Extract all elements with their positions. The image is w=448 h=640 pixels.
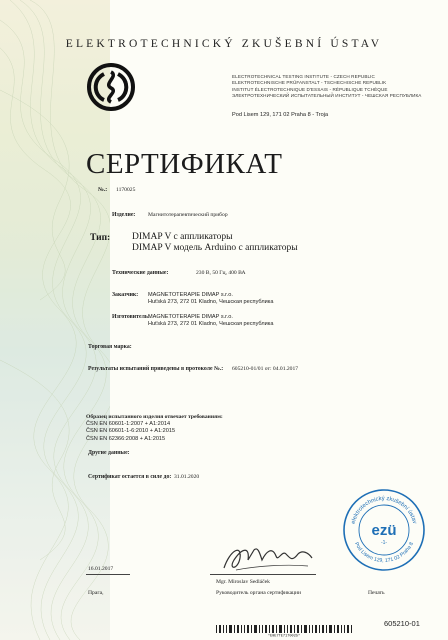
other-data-label: Другие данные:: [88, 450, 130, 456]
requirement-item: ČSN EN 60601-1-6:2010 + A1:2015: [86, 428, 176, 435]
stamp-address-text: Pod Lisem 129, 171 02 Praha 8: [353, 541, 415, 565]
institute-multilingual-names: [232, 74, 421, 99]
date-underline: [86, 574, 130, 575]
tech-label: Технические данные:: [112, 270, 169, 276]
type-values: [132, 232, 298, 254]
certificate-number: 1170025: [116, 187, 136, 193]
official-stamp: [342, 488, 426, 577]
requirement-item: ČSN EN 60601-1:2007 + A1:2014: [86, 421, 171, 428]
trademark-label: Торговая марка:: [88, 344, 132, 350]
product-label: Изделие:: [112, 212, 136, 218]
requirements-label: Образец испытанного изделия отвечает требованиям:: [86, 414, 223, 420]
institute-logo: [86, 62, 136, 117]
certificate-code: 605210-01: [384, 619, 420, 628]
stamp-mark: -1-: [380, 540, 388, 546]
number-label: №.:: [98, 187, 108, 193]
barcode-text: *E0E7TE7170025*: [267, 634, 301, 637]
institute-line: ELECTROTECHNICAL TESTING INSTITUTE - CZECH REPUBLIC: [232, 74, 375, 79]
requirement-item: ČSN EN 62366:2008 + A1:2015: [86, 435, 166, 442]
type-line: DIMAP V с аппликаторы: [132, 232, 233, 242]
stamp-seal-icon: [342, 488, 426, 572]
manufacturer-line: Huťská 273, 272 01 Kladno, Чешская республика: [148, 321, 274, 328]
institute-title: ELEKTROTECHNICKÝ ZKUŠEBNÍ ÚSTAV: [65, 38, 383, 50]
signature-underline: [210, 574, 316, 575]
institute-address: Pod Lisem 129, 171 02 Praha 8 - Troja: [232, 112, 329, 118]
requirements-block: [86, 414, 223, 443]
stamp-brand: ezü: [371, 522, 397, 539]
manufacturer-value: [148, 314, 273, 328]
signer-role: Руководитель органа сертификации: [216, 590, 302, 596]
institute-line: ЭЛЕКТРОТЕХНИЧЕСКИЙ ИСПЫТАТЕЛЬНЫЙ ИНСТИТУТ - ЧЕШСКАЯ РЕСПУБЛИКА: [232, 92, 422, 98]
validity-label: Сертификат остается в силе до:: [88, 474, 172, 480]
manufacturer-label: Изготовитель:: [112, 314, 150, 320]
tech-value: 230 В, 50 Гц, 400 ВА: [196, 270, 246, 276]
institute-line: INSTITUT ÉLECTROTECHNIQUE D'ESSAIS - RÉPUBLIQUE TCHÈQUE: [232, 86, 388, 92]
customer-value: [148, 292, 273, 306]
signature-scribble-icon: [216, 540, 316, 576]
customer-line: MAGNETOTERAPIE DIMAP s.r.o.: [148, 292, 233, 298]
esc-logo-icon: [86, 62, 136, 112]
manufacturer-line: MAGNETOTERAPIE DIMAP s.r.o.: [148, 314, 233, 320]
product-value: Магнитотерапевтический прибор: [148, 212, 228, 218]
type-line: DIMAP V модель Arduino с аппликаторы: [132, 243, 298, 253]
barcode: [216, 624, 352, 640]
stamp-ring-text: elektrotechnický zkušební ústav: [350, 495, 418, 525]
customer-label: Заказчик:: [112, 292, 139, 298]
seal-label: Печать: [368, 590, 385, 596]
validity-date: 31.01.2020: [174, 474, 200, 480]
barcode-icon: [216, 625, 352, 637]
signer-name: Mgr. Miroslav Sedláček: [216, 579, 270, 585]
results-value: 605210-01/01 от: 04.01.2017: [232, 366, 299, 372]
results-label: Результаты испытаний приведены в протоколе №.:: [88, 366, 224, 372]
customer-line: Huťská 273, 272 01 Kladno, Чешская республика: [148, 299, 274, 306]
type-label: Тип:: [90, 233, 111, 243]
place-label: Прага,: [88, 590, 104, 596]
institute-line: ELEKTROTECHNISCHE PRÜFANSTALT - TSCHECHISCHE REPUBLIK: [232, 80, 387, 86]
issue-date: 16.01.2017: [88, 566, 114, 572]
certificate-title: СЕРТИФИКАТ: [86, 148, 283, 180]
